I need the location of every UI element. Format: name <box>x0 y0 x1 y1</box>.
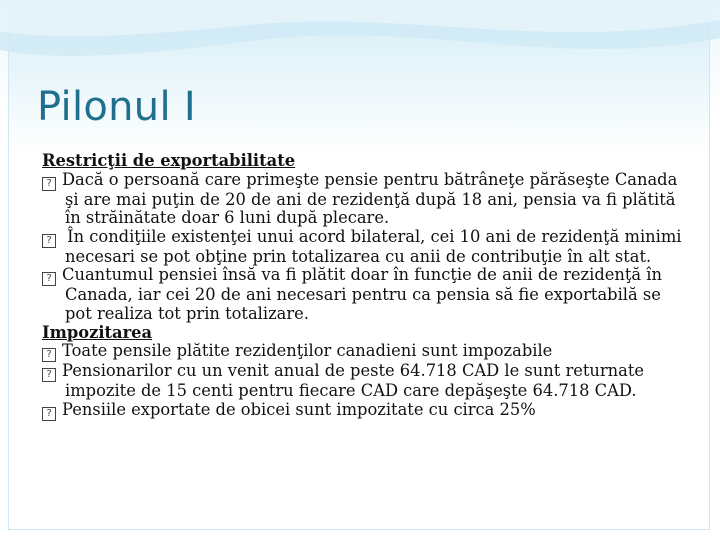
list-item <box>42 171 682 228</box>
list-item <box>42 266 682 323</box>
decorative-wave <box>0 0 720 90</box>
list-item <box>42 228 682 267</box>
list-item-text: Dacă o persoană care primeşte pensie pentru bătrâneţe părăseşte Canada şi are mai puţin de 20 de ani de rezidenţă după 18 ani, pensia va fi plătită în străinătate doar 6 luni după plecare. <box>62 169 678 228</box>
list-item-text: În condiţiile existenţei unui acord bilateral, cei 10 ani de rezidenţă minimi necesari se pot obţine prin totalizarea cu anii de contribuţie în alt stat. <box>62 226 682 266</box>
list-item <box>42 362 682 401</box>
list-item-text: Cuantumul pensiei însă va fi plătit doar în funcţie de anii de rezidenţă în Canada, iar cei 20 de ani necesari pentru ca pensia să fie exportabilă se pot realiza tot prin totalizare. <box>62 265 662 323</box>
section-heading-restrictions: Restricţii de exportabilitate <box>42 151 296 170</box>
list-item-text: Pensiile exportate de obicei sunt impozitate cu circa 25% <box>62 399 536 419</box>
bullet-box-icon: ? <box>42 368 56 382</box>
list-item-text: Pensionarilor cu un venit anual de peste 64.718 CAD le sunt returnate impozite de 15 centi pentru fiecare CAD care depăşeşte 64.718 CAD. <box>62 361 645 401</box>
section-heading-taxation: Impozitarea <box>42 322 153 342</box>
bullet-box-icon: ? <box>42 272 56 286</box>
list-item-text: Toate pensile plătite rezidenţilor canadieni sunt impozabile <box>62 341 553 361</box>
bullet-box-icon: ? <box>42 177 56 191</box>
list-item <box>42 342 682 362</box>
bullet-box-icon: ? <box>42 234 56 248</box>
bullet-box-icon: ? <box>42 348 56 362</box>
list-item <box>42 401 682 421</box>
page-title: Pilonul I <box>37 84 196 130</box>
slide-content <box>42 152 682 421</box>
bullet-box-icon: ? <box>42 407 56 421</box>
